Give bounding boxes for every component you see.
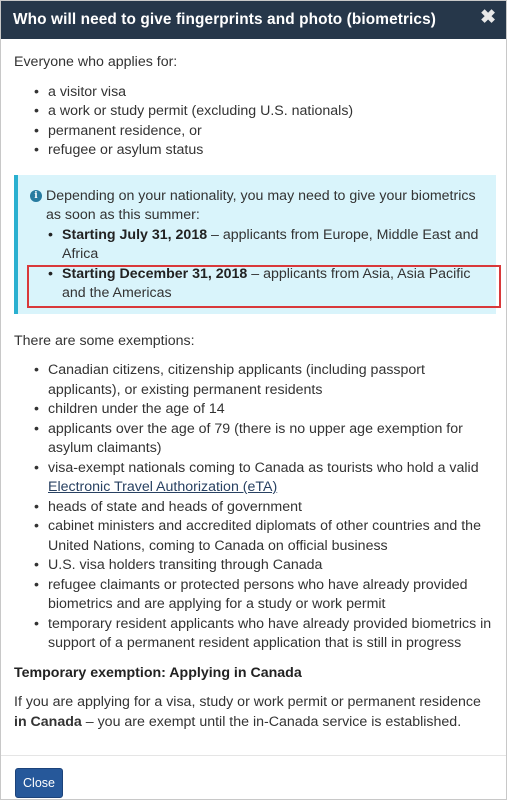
applies-for-list: [14, 83, 496, 161]
list-item: • temporary resident applicants who have already provided biometrics in support of a permanent resident application that is still in progress: [34, 615, 496, 654]
list-item: • U.S. visa holders transiting through Canada: [34, 556, 496, 576]
exemptions-intro: There are some exemptions:: [14, 332, 195, 349]
list-item: • heads of state and heads of government: [34, 498, 496, 518]
notice-dates-list: [30, 226, 486, 304]
dialog-body: [14, 53, 496, 732]
close-icon[interactable]: ✖: [480, 7, 496, 28]
list-item: • permanent residence, or: [34, 122, 496, 142]
list-item: • refugee or asylum status: [34, 141, 496, 161]
notice-message: i Depending on your nationality, you may need to give your biometrics as soon as this summer:: [30, 187, 486, 226]
list-item: • visa-exempt nationals coming to Canada as tourists who hold a valid Electronic Travel Authorization (eTA): [34, 459, 496, 498]
temporary-exemption-text: If you are applying for a visa, study or work permit or permanent residence in Canada – you are exempt until the in-Canada service is established.: [14, 694, 481, 730]
list-item: • children under the age of 14: [34, 400, 496, 420]
notice-item-july: • Starting July 31, 2018 – applicants from Europe, Middle East and Africa: [48, 226, 486, 265]
exemptions-list: [14, 361, 496, 654]
footer-divider: [1, 755, 506, 756]
nationality-notice: [14, 175, 496, 314]
eta-link[interactable]: Electronic Travel Authorization (eTA): [48, 479, 278, 495]
temporary-exemption-heading: Temporary exemption: Applying in Canada: [14, 664, 302, 681]
list-item: • cabinet ministers and accredited diplomats of other countries and the United Nations, coming to Canada on official business: [34, 517, 496, 556]
notice-date: Starting December 31, 2018: [62, 265, 248, 282]
notice-date: Starting July 31, 2018: [62, 226, 208, 243]
close-button[interactable]: Close: [15, 768, 63, 798]
list-item: • a visitor visa: [34, 83, 496, 103]
list-item: • Canadian citizens, citizenship applicants (including passport applicants), or existing permanent residents: [34, 361, 496, 400]
list-item: • applicants over the age of 79 (there is no upper age exemption for asylum claimants): [34, 420, 496, 459]
dialog-header: [1, 1, 506, 39]
notice-item-december: • Starting December 31, 2018 – applicants from Asia, Asia Pacific and the Americas: [48, 265, 486, 304]
list-item: • a work or study permit (excluding U.S. nationals): [34, 102, 496, 122]
info-icon: i: [30, 190, 42, 202]
intro-text: Everyone who applies for:: [14, 54, 178, 70]
list-item: • refugee claimants or protected persons who have already provided biometrics and are applying for a study or work permit: [34, 576, 496, 615]
dialog-title: Who will need to give fingerprints and photo (biometrics): [13, 11, 436, 28]
